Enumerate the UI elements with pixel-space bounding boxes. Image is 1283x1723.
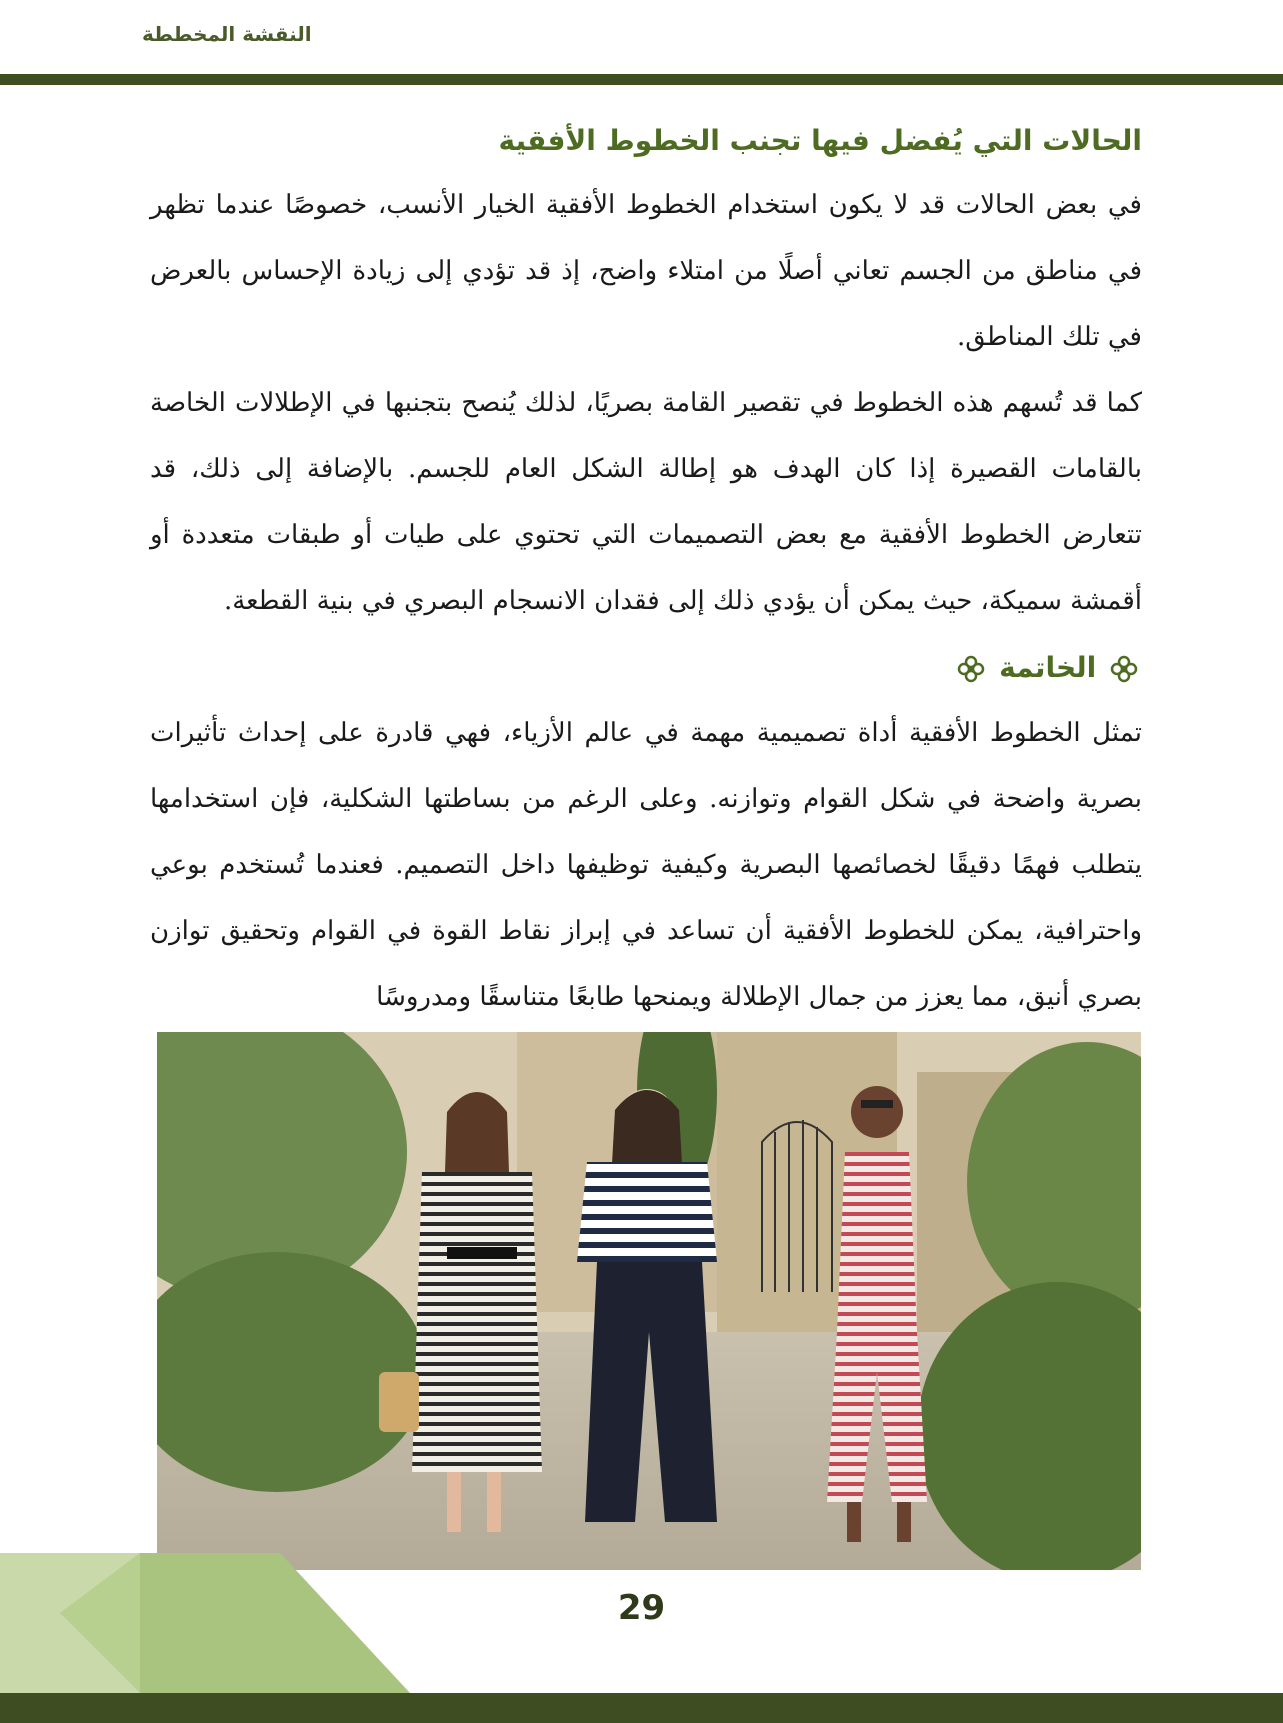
page-content (150, 118, 1142, 1030)
paragraph-2: كما قد تُسهم هذه الخطوط في تقصير القامة بصريًا، لذلك يُنصح بتجنبها في الإطلالات الخاصة بالقامات القصيرة إذا كان الهدف هو إطالة الشكل العام للجسم. بالإضافة إلى ذلك، قد تتعارض الخطوط الأفقية مع بعض التصميمات التي تحتوي على طيات أو طبقات متعددة أو أقمشة سميكة، حيث يمكن أن يؤدي ذلك إلى فقدان الانسجام البصري في بنية القطعة. (150, 388, 1142, 616)
flower-icon (1110, 655, 1138, 683)
conclusion-heading-text: الخاتمة (999, 651, 1097, 684)
section-heading: الحالات التي يُفضل فيها تجنب الخطوط الأفقية (498, 124, 1142, 157)
top-rule (0, 74, 1283, 85)
running-title: النقشة المخططة (142, 22, 312, 46)
conclusion-heading (150, 640, 1142, 696)
paragraph-1: في بعض الحالات قد لا يكون استخدام الخطوط الأفقية الخيار الأنسب، خصوصًا عندما تظهر في مناطق من الجسم تعاني أصلًا من امتلاء واضح، إذ قد تؤدي إلى زيادة الإحساس بالعرض في تلك المناطق. (150, 190, 1142, 352)
page-number: 29 (617, 1588, 666, 1628)
conclusion-paragraph: تمثل الخطوط الأفقية أداة تصميمية مهمة في عالم الأزياء، فهي قادرة على إحداث تأثيرات بصرية واضحة في شكل القوام وتوازنه. وعلى الرغم من بساطتها الشكلية، فإن استخدامها يتطلب فهمًا دقيقًا لخصائصها البصرية وكيفية توظيفها داخل التصميم. فعندما تُستخدم بوعي واحترافية، يمكن للخطوط الأفقية أن تساعد في إبراز نقاط القوة في القوام وتحقيق توازن بصري أنيق، مما يعزز من جمال الإطلالة ويمنحها طابعًا متناسقًا ومدروسًا (150, 718, 1142, 1012)
flower-icon (957, 655, 985, 683)
fashion-photo (157, 1032, 1141, 1570)
bottom-band (0, 1693, 1283, 1723)
